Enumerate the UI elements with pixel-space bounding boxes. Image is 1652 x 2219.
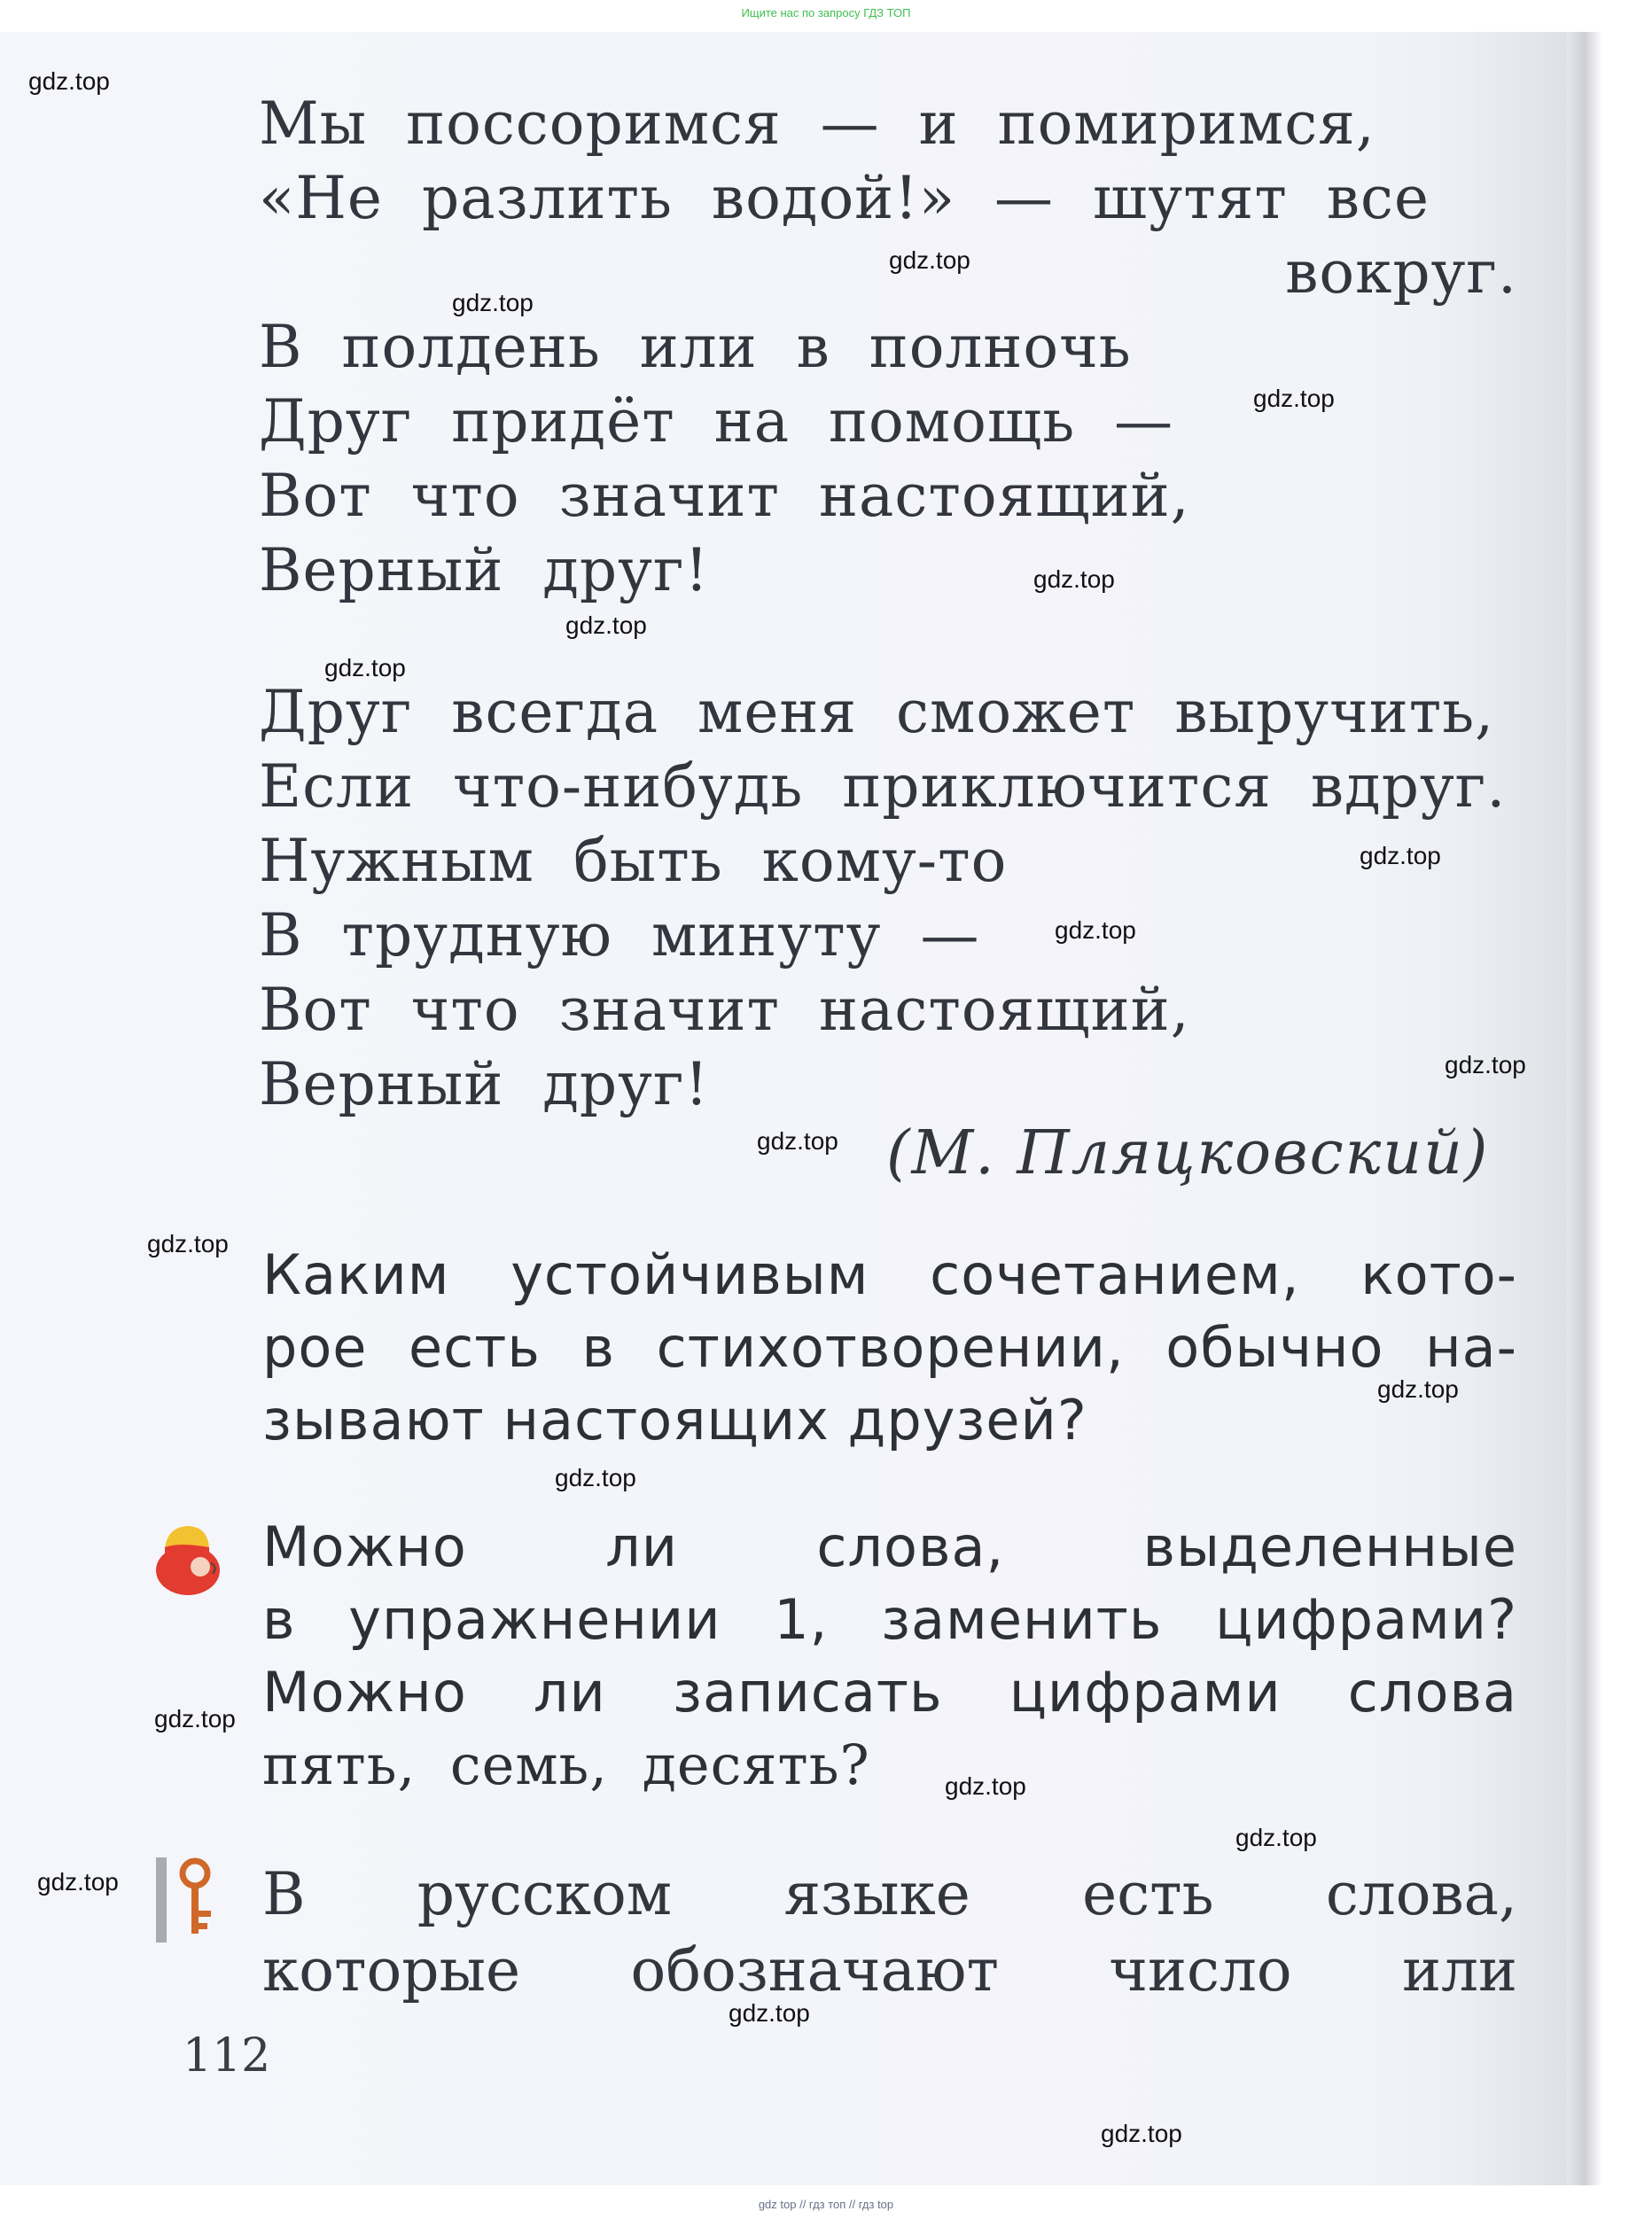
watermark: gdz.top: [154, 1705, 236, 1732]
page-spine-shadow: [1567, 32, 1602, 2185]
poem-author: (М. Пляцковский): [886, 1118, 1490, 1188]
watermark: gdz.top: [1377, 1375, 1459, 1403]
poem-stanza-1: [259, 87, 1517, 608]
task-line: пять, семь, десять?: [262, 1732, 870, 1797]
task-line: Можно ли слова, выделенные: [262, 1514, 1517, 1579]
watermark: gdz.top: [945, 1772, 1026, 1800]
poem-line: Нужным быть кому-то: [259, 827, 1008, 895]
poem-line: Если что-нибудь приключится вдруг.: [259, 752, 1507, 821]
watermark: gdz.top: [889, 246, 970, 274]
thinking-head-icon: [152, 1517, 230, 1599]
task-block: [262, 1511, 1517, 1802]
watermark: gdz.top: [452, 289, 534, 316]
watermark: gdz.top: [555, 1464, 636, 1491]
watermark: gdz.top: [1253, 385, 1335, 412]
watermark: gdz.top: [1360, 842, 1441, 869]
header-note: Ищите нас по запросу ГДЗ ТОП: [741, 6, 911, 19]
poem-line: В трудную минуту —: [259, 901, 980, 969]
question-line: рое есть в стихотворении, обычно на-: [262, 1315, 1517, 1380]
question-line: Каким устойчивым сочетанием, кото-: [262, 1242, 1517, 1307]
poem-line: Друг всегда меня сможет выручить,: [259, 678, 1495, 746]
watermark: gdz.top: [1055, 916, 1136, 944]
poem-line: В полдень или в полночь: [259, 313, 1132, 381]
poem-stanza-2: [259, 675, 1517, 1122]
rule-line: В русском языке есть слова,: [262, 1860, 1517, 1928]
rule-line: которые обозначают число или: [262, 1936, 1517, 2005]
task-line: Можно ли записать цифрами слова: [262, 1660, 1517, 1725]
watermark: gdz.top: [1235, 1824, 1317, 1851]
poem-line: Верный друг!: [259, 1050, 710, 1118]
poem-line: Вот что значит настоящий,: [259, 462, 1190, 530]
question-line: зывают настоящих друзей?: [262, 1388, 1087, 1452]
poem-line: вокруг.: [1285, 238, 1517, 307]
watermark: gdz.top: [37, 1868, 119, 1896]
watermark: gdz.top: [1445, 1051, 1526, 1078]
poem-line: Друг придёт на помощь —: [259, 387, 1174, 455]
watermark: gdz.top: [28, 67, 110, 95]
watermark: gdz.top: [324, 654, 406, 681]
poem-line: Верный друг!: [259, 536, 710, 604]
watermark: gdz.top: [1033, 565, 1115, 593]
page-number: 112: [183, 2029, 271, 2083]
poem-line: Вот что значит настоящий,: [259, 976, 1190, 1044]
poem-line: Мы поссоримся — и помиримся,: [259, 90, 1375, 158]
footer-note: gdz top // гдз топ // гдз top: [758, 2198, 894, 2211]
watermark: gdz.top: [1101, 2120, 1182, 2147]
rule-block: [262, 1857, 1517, 2009]
watermark: gdz.top: [729, 1999, 810, 2027]
watermark: gdz.top: [757, 1127, 838, 1155]
poem-line: «Не разлить водой!» — шутят все: [259, 164, 1430, 232]
key-icon: [156, 1857, 227, 1943]
question-block: [262, 1239, 1517, 1457]
watermark: gdz.top: [147, 1230, 229, 1257]
task-line: в упражнении 1, заменить цифрами?: [262, 1587, 1517, 1652]
watermark: gdz.top: [565, 611, 647, 639]
